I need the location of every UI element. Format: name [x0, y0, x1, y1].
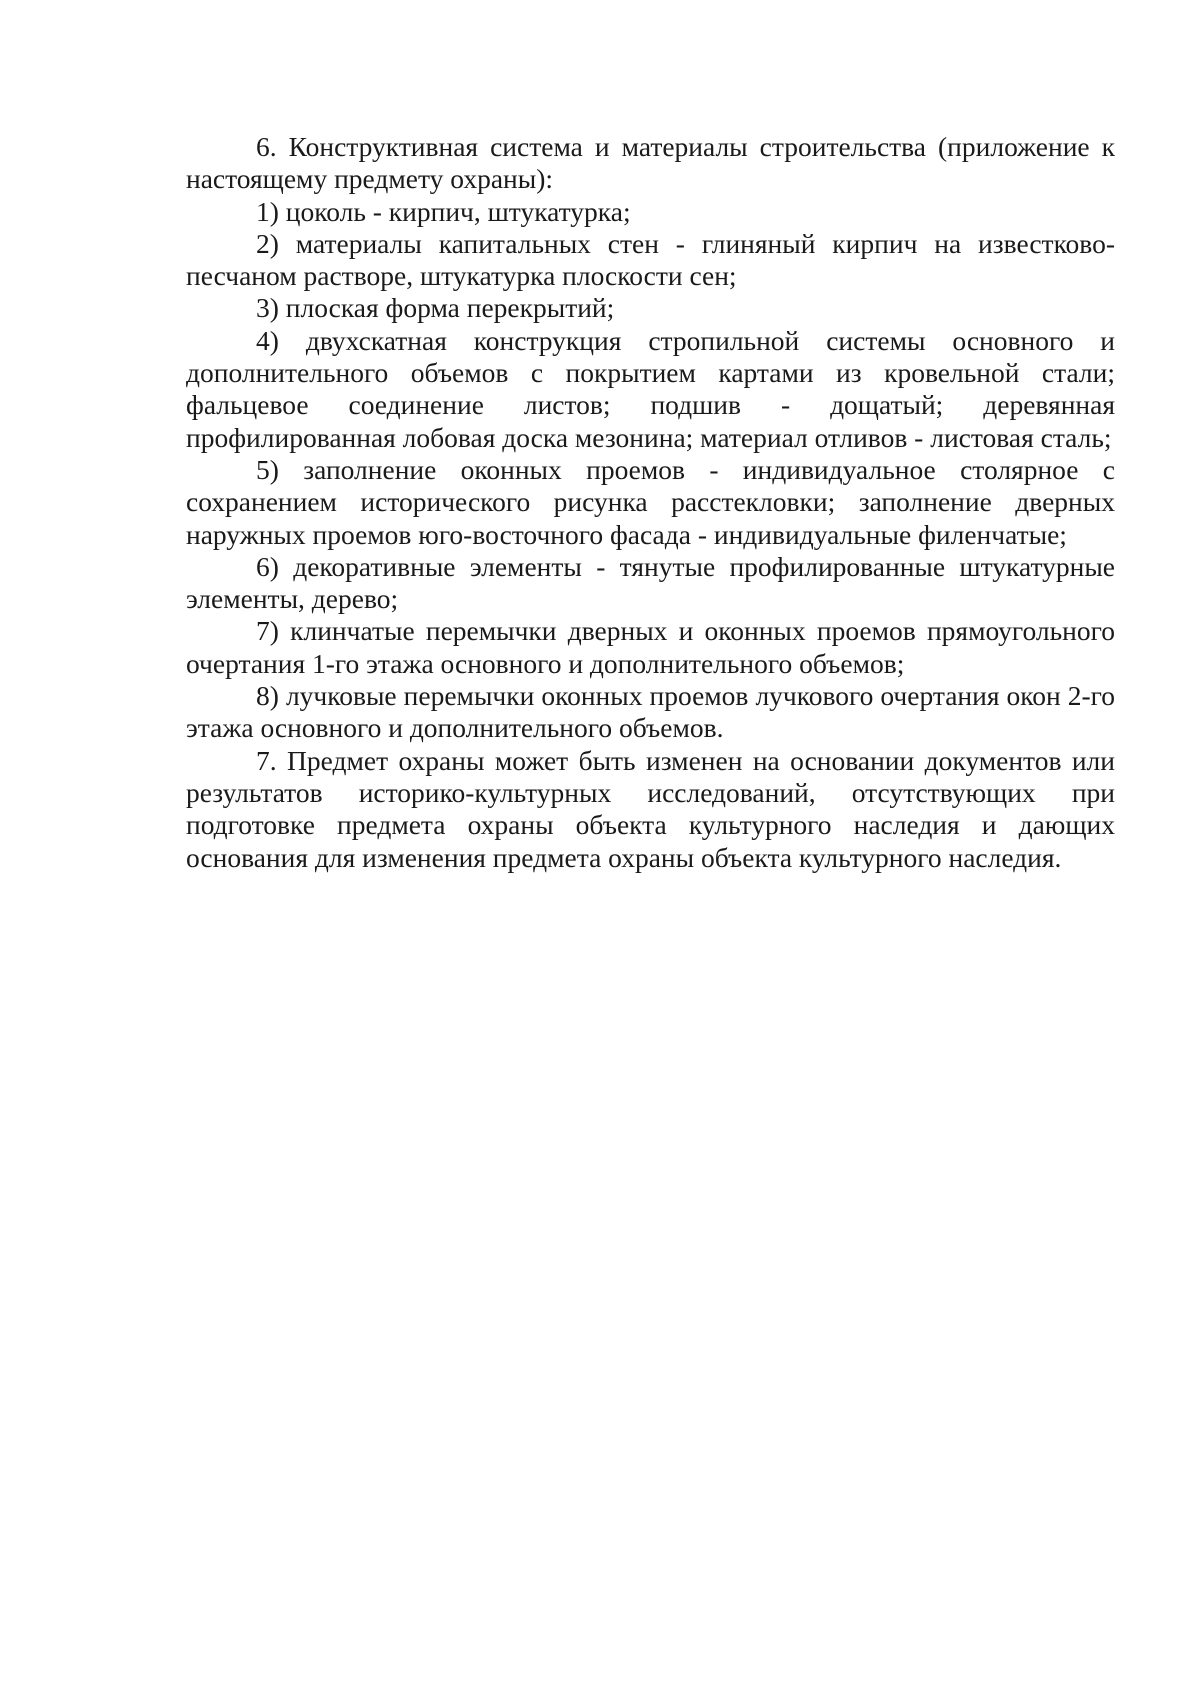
paragraph-item-3: 3) плоская форма перекрытий; [256, 292, 615, 324]
paragraph-item-8: 8) лучковые перемычки оконных проемов лучкового очертания окон 2-го этажа основного и дополнительного объемов. [186, 680, 1115, 744]
paragraph-section-6: 6. Конструктивная система и материалы строительства (приложение к настоящему предмету охраны): [186, 131, 1115, 195]
paragraph-item-4: 4) двухскатная конструкция стропильной системы основного и дополнительного объемов с покрытием картами из кровельной стали; фальцевое соединение листов; подшив - дощатый; деревянная профилированная лобовая доска мезонина; материал отливов - листовая сталь; [186, 324, 1115, 453]
paragraph-item-6: 6) декоративные элементы - тянутые профилированные штукатурные элементы, дерево; [186, 550, 1115, 615]
paragraph-section-7: 7. Предмет охраны может быть изменен на основании документов или результатов историко-культурных исследований, отсутствующих при подготовке предмета охраны объекта культурного наследия и дающих основания для изменения предмета охраны объекта культурного наследия. [186, 744, 1115, 873]
paragraph-item-2: 2) материалы капитальных стен - глиняный кирпич на известково-песчаном растворе, штукатурка плоскости сен; [186, 227, 1115, 292]
paragraph-item-5: 5) заполнение оконных проемов - индивидуальное столярное с сохранением исторического рисунка расстекловки; заполнение дверных наружных проемов юго-восточного фасада - индивидуальные филенчатые; [186, 453, 1115, 550]
paragraph-item-7: 7) клинчатые перемычки дверных и оконных проемов прямоугольного очертания 1-го этажа основного и дополнительного объемов; [186, 615, 1115, 679]
paragraph-item-1: 1) цоколь - кирпич, штукатурка; [256, 195, 631, 227]
document-body [186, 131, 1115, 874]
